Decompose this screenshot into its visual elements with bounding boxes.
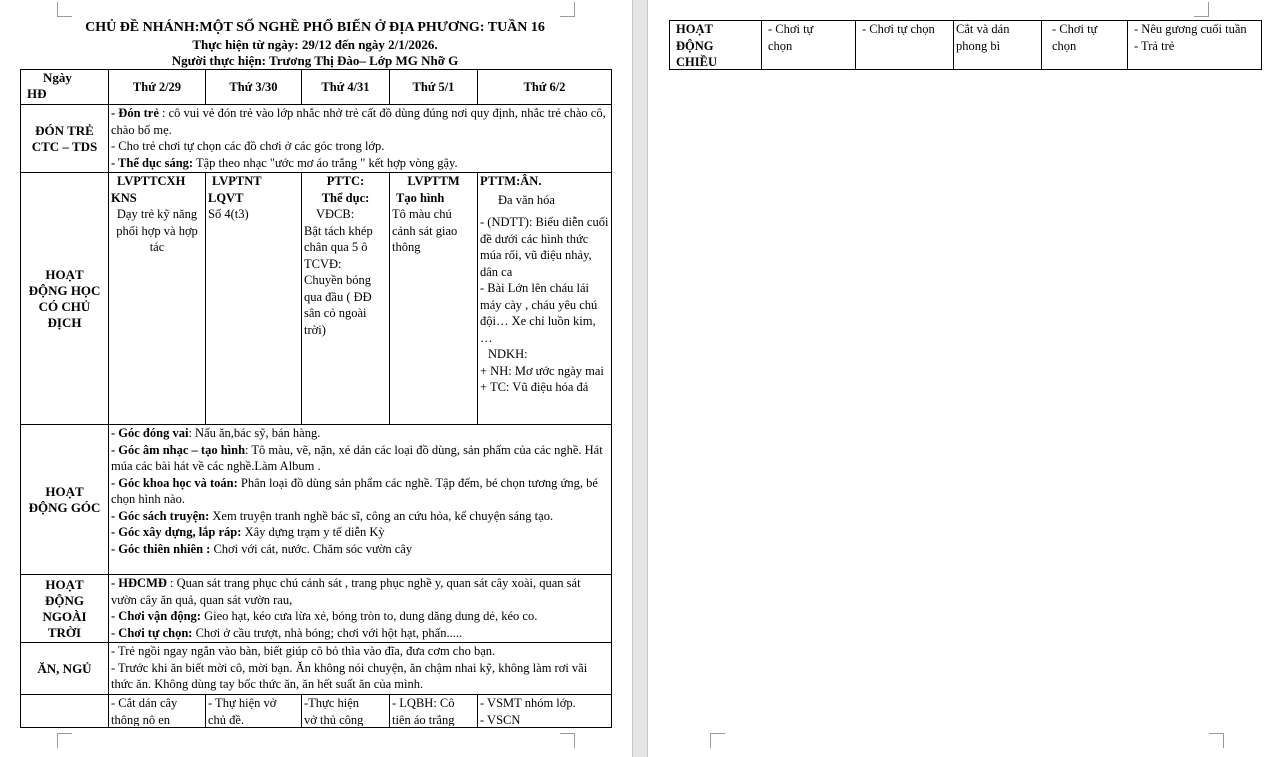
chieu-wed: -Thực hiện vở thủ công <box>302 695 390 728</box>
chieu-mon: - Cắt dán cây thông nô en <box>109 695 206 728</box>
chieu2-wed: Cắt và dán phong bì <box>954 21 1042 70</box>
row-label-ngoai-troi: HOẠT ĐỘNG NGOÀI TRỜI <box>21 575 109 643</box>
goc-content: - Góc đóng vai: Nấu ăn,bác sỹ, bán hàng. - Góc âm nhạc – tạo hình: Tô màu, vẽ, nặn, xé dán các loại đồ dùng, sản phẩm của các nghề. Hát múa các bài hát về các nghề.Làm Album . - Góc khoa học và toán: Phân loại đồ dùng sản phẩm các nghề. Tập đếm, bé chọn tương ứng, bé chọn hình nào. - Góc sách truyện: Xem truyện tranh nghề bác sĩ, công an cứu hỏa, kể chuyện sáng tạo. - Góc xây dựng, lắp ráp: Xây dựng trạm y tế diễn Kỳ - Góc thiên nhiên : Chơi với cát, nước. Chăm sóc vườn cây <box>109 425 612 575</box>
weekly-plan-table <box>20 69 612 728</box>
row-chieu <box>21 695 612 728</box>
hoc-wed: PTTC: Thể dục: VĐCB: Bật tách khép chân qua 5 ô TCVĐ: Chuyền bóng qua đầu ( ĐĐ sân cỏ ngoài trời) <box>302 173 390 425</box>
crop-mark <box>57 733 72 748</box>
document-page-2 <box>648 0 1265 757</box>
teacher-line: Người thực hiện: Trương Thị Đào– Lớp MG Nhỡ G <box>171 53 459 68</box>
page-gap <box>632 0 648 757</box>
document-page-1 <box>0 0 632 757</box>
date-range: Thực hiện từ ngày: 29/12 đến ngày 2/1/2026. <box>192 37 438 52</box>
row-label-hoat-dong-goc: HOẠT ĐỘNG GÓC <box>21 425 109 575</box>
day-header-thu: Thứ 5/1 <box>390 70 478 105</box>
row-hoat-dong-chieu <box>670 21 1262 70</box>
don-tre-content: - Đón trẻ : cô vui vẻ đón trẻ vào lớp nhắc nhở trẻ cất đồ dùng đúng nơi quy định, nhắc trẻ chào cô, chào bố mẹ. - Cho trẻ chơi tự chọn các đồ chơi ở các góc trong lớp. - Thể dục sáng: Tập theo nhạc "ước mơ áo trắng " kết hợp vòng gậy. <box>109 105 612 173</box>
ngoai-troi-content: - HĐCMĐ : Quan sát trang phục chú cảnh sát , trang phục nghề y, quan sát cây xoài, quan sát vườn cây ăn quả, quan sát vườn rau, - Chơi vận động: Gieo hạt, kéo cưa lừa xẻ, bóng tròn to, dung dăng dung dẻ, kéo co. - Chơi tự chọn: Chơi ở cầu trượt, nhà bóng; chơi với hột hạt, phấn..... <box>109 575 612 643</box>
crop-mark <box>1209 733 1224 748</box>
crop-mark <box>560 2 575 17</box>
hoc-mon: LVPTTCXH KNS Dạy trẻ kỹ năng phối hợp và hợp tác <box>109 173 206 425</box>
header-row <box>21 70 612 105</box>
hoc-thu: LVPTTM Tạo hình Tô màu chú cảnh sát giao thông <box>390 173 478 425</box>
document-title: CHỦ ĐỀ NHÁNH:MỘT SỐ NGHỀ PHỔ BIẾN Ở ĐỊA PHƯƠNG: TUẦN 16 <box>85 20 545 35</box>
chieu2-thu: - Chơi tự chọn <box>1042 21 1128 70</box>
row-an-ngu <box>21 643 612 695</box>
row-don-tre <box>21 105 612 173</box>
chieu-tue: - Thự hiện vở chủ đề. <box>206 695 302 728</box>
row-label-hoat-dong-hoc: HOẠT ĐỘNG HỌC CÓ CHỦ ĐỊCH <box>21 173 109 425</box>
crop-mark <box>560 733 575 748</box>
row-hoat-dong-hoc <box>21 173 612 425</box>
an-ngu-content: - Trẻ ngồi ngay ngắn vào bàn, biết giúp cô bỏ thìa vào đĩa, đưa cơm cho bạn. - Trước khi ăn biết mời cô, mời bạn. Ăn không nói chuyện, ăn chậm nhai kỹ, không làm rơi vãi thức ăn. Không dùng tay bốc thức ăn, ăn hết suất ăn của mình. <box>109 643 612 695</box>
day-header-mon: Thứ 2/29 <box>109 70 206 105</box>
row-ngoai-troi <box>21 575 612 643</box>
row-hoat-dong-goc <box>21 425 612 575</box>
crop-mark <box>57 2 72 17</box>
chieu-fri: - VSMT nhóm lớp. - VSCN <box>478 695 612 728</box>
corner-header: Ngày HĐ <box>21 70 109 105</box>
row-label-an-ngu: ĂN, NGỦ <box>21 643 109 695</box>
chieu2-fri: - Nêu gương cuối tuần - Trả trẻ <box>1128 21 1262 70</box>
day-header-tue: Thứ 3/30 <box>206 70 302 105</box>
chieu2-tue: - Chơi tự chọn <box>856 21 954 70</box>
crop-mark <box>710 733 725 748</box>
row-label-chieu-empty <box>21 695 109 728</box>
row-label-don-tre: ĐÓN TRẺ CTC – TDS <box>21 105 109 173</box>
chieu2-mon: - Chơi tự chọn <box>762 21 856 70</box>
hoc-fri: PTTM:ÂN. Đa văn hóa - (NDTT): Biểu diễn cuối đề dưới các hình thức múa rối, vũ điệu nhảy, dân ca - Bài Lớn lên cháu lái máy cày , cháu yêu chú đội… Xe chỉ luồn kim, … NDKH: + NH: Mơ ước ngày mai + TC: Vũ điệu hóa đá <box>478 173 612 425</box>
day-header-wed: Thứ 4/31 <box>302 70 390 105</box>
chieu-thu: - LQBH: Cô tiên áo trắng <box>390 695 478 728</box>
day-header-fri: Thứ 6/2 <box>478 70 612 105</box>
afternoon-table <box>669 20 1262 70</box>
row-label-hoat-dong-chieu: HOẠT ĐỘNG CHIỀU <box>670 21 762 70</box>
crop-mark <box>1194 2 1209 17</box>
hoc-tue: LVPTNT LQVT Số 4(t3) <box>206 173 302 425</box>
